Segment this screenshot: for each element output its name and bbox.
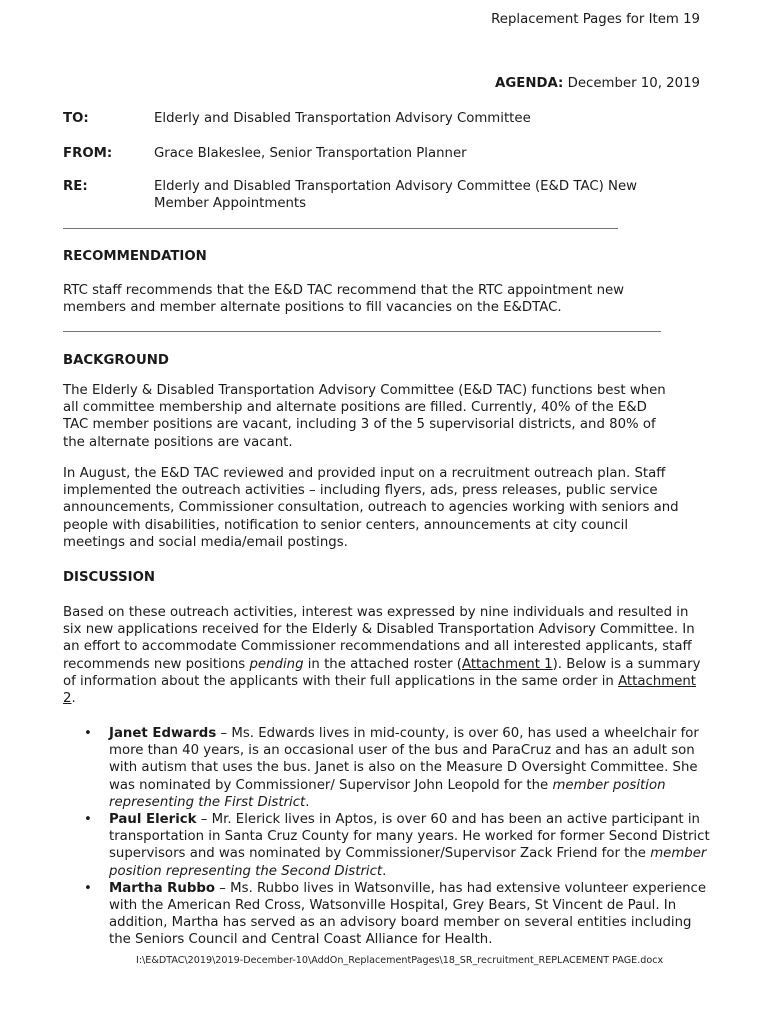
to-label: TO: — [63, 111, 89, 126]
discussion-paragraph — [63, 604, 711, 707]
agenda-label: AGENDA: — [495, 76, 564, 91]
from-label: FROM: — [63, 146, 113, 161]
replacement-note: Replacement Pages for Item 19 — [491, 12, 700, 27]
applicant-end: . — [305, 794, 310, 810]
divider-1 — [63, 228, 618, 229]
bullet-glyph: • — [84, 812, 92, 828]
applicant-position: member position representing the Second District — [109, 846, 707, 879]
applicant-description: – Ms. Rubbo lives in Watsonville, has had extensive volunteer experience with the American Red Cross, Watsonville Hospital, Grey Bears, St Vincent de Paul. In addition, Martha has served as an advisory board member on several entities including the Seniors Council and Central Coast Alliance for Health. — [109, 880, 707, 948]
bullet-glyph: • — [84, 880, 92, 896]
background-heading: BACKGROUND — [63, 353, 169, 368]
background-paragraph-2: In August, the E&D TAC reviewed and provided input on a recruitment outreach plan. Staff implemented the outreach activities – including flyers, ads, press releases, public service announcements, Commissioner consultation, outreach to agencies working with seniors and people with disabilities, notification to senior centers, announcements at city council meetings and social media/email postings. — [63, 466, 679, 550]
agenda-date: December 10, 2019 — [567, 76, 700, 91]
re-value: Elderly and Disabled Transportation Advisory Committee (E&D TAC) New Member Appointments — [154, 179, 638, 212]
attachment-2-link[interactable]: Attachment 2 — [63, 673, 697, 707]
applicant-list — [63, 725, 711, 949]
applicant-description: – Mr. Elerick lives in Aptos, is over 60 and has been an active participant in transportation in Santa Cruz County for many years. He worked for former Second District supervisors and was nominated by Commissioner/Supervisor Zack Friend for the — [109, 812, 710, 862]
discussion-pending: pending — [249, 656, 304, 672]
background-paragraph-1: The Elderly & Disabled Transportation Advisory Committee (E&D TAC) functions best when all committee membership and alternate positions are filled. Currently, 40% of the E&D TAC member positions are vacant, including 3 of the 5 supervisorial districts, and 80% of the alternate positions are vacant. — [63, 383, 666, 450]
applicant-position: member position representing the First District — [109, 777, 666, 810]
applicant-end: . — [382, 863, 387, 879]
list-item — [63, 811, 711, 880]
to-value: Elderly and Disabled Transportation Advisory Committee — [154, 111, 531, 126]
list-item — [63, 880, 711, 949]
applicant-name: Paul Elerick — [109, 812, 197, 828]
discussion-text-3: ). Below is a summary of information about the applicants with their full applications in the same order in — [63, 656, 701, 689]
attachment-1-link[interactable]: Attachment 1 — [461, 656, 553, 672]
discussion-text-2: in the attached roster ( — [303, 656, 462, 672]
applicant-description: – Ms. Edwards lives in mid-county, is over 60, has used a wheelchair for more than 40 years, is an occasional user of the bus and ParaCruz and has an adult son with autism that uses the bus. Janet is also on the Measure D Oversight Committee. She was nominated by Commissioner/ Supervisor John Leopold for the — [109, 726, 699, 793]
recommendation-heading: RECOMMENDATION — [63, 249, 207, 264]
from-value: Grace Blakeslee, Senior Transportation Planner — [154, 146, 467, 161]
footer-file-path: I:\E&DTAC\2019\2019-December-10\AddOn_ReplacementPages\18_SR_recruitment_REPLACEMENT PAGE.docx — [136, 955, 664, 966]
bullet-glyph: • — [84, 726, 92, 741]
discussion-text-1: Based on these outreach activities, interest was expressed by nine individuals and resulted in six new applications received for the Elderly & Disabled Transportation Advisory Committee. In an effort to accommodate Commissioner recommendations and all interested applicants, staff recommends new positions — [63, 605, 695, 672]
discussion-text-4: . — [71, 691, 76, 707]
discussion-heading: DISCUSSION — [63, 570, 156, 585]
re-label: RE: — [63, 179, 88, 194]
applicant-name: Martha Rubbo — [109, 880, 216, 896]
divider-2 — [63, 331, 661, 332]
recommendation-text: RTC staff recommends that the E&D TAC recommend that the RTC appointment new members and member alternate positions to fill vacancies on the E&DTAC. — [63, 283, 625, 316]
applicant-name: Janet Edwards — [109, 726, 217, 741]
agenda-line — [495, 75, 700, 92]
list-item — [63, 725, 711, 811]
